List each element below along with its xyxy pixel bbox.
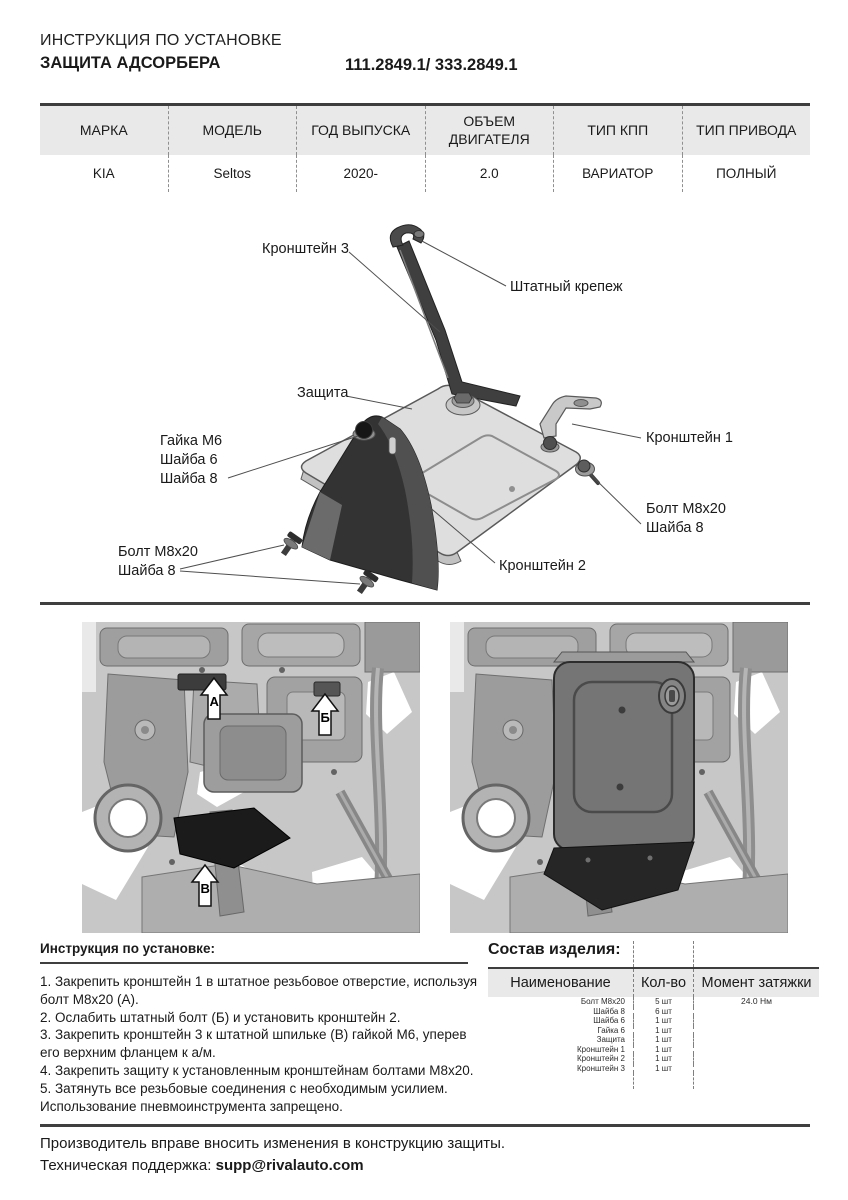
instruction-step: 4. Закрепить защиту к установленным кронштейнам болтами М8х20. xyxy=(40,1063,474,1079)
part-qty: 1 шт xyxy=(633,1045,693,1055)
support-email: supp@rivalauto.com xyxy=(215,1156,364,1174)
parts-spacer-row xyxy=(488,1073,819,1089)
value-engine: 2.0 xyxy=(426,155,555,192)
instruction-step: 5. Затянуть все резьбовые соединения с необходимым усилием. xyxy=(40,1080,448,1096)
value-brand: KIA xyxy=(40,155,169,192)
header xyxy=(40,32,282,73)
label-bolt-right: Болт М8х20 xyxy=(646,501,726,517)
photo-before-install xyxy=(82,622,420,933)
parts-col-qty: Кол-во xyxy=(633,969,693,997)
parts-row xyxy=(488,1045,819,1055)
col-drive: ТИП ПРИВОДА xyxy=(696,121,797,138)
marker-b-letter: Б xyxy=(320,710,330,725)
part-name: Шайба 8 xyxy=(593,1006,625,1016)
value-gearbox: ВАРИАТОР xyxy=(554,155,683,192)
part-torque xyxy=(693,1007,819,1017)
instruction-step: 2. Ослабить штатный болт (Б) и установить кронштейн 2. xyxy=(40,1009,401,1025)
instruction-note: Использование пневмоинструмента запрещено. xyxy=(40,1098,343,1114)
parts-col-name: Наименование xyxy=(510,975,611,991)
doc-title: ЗАЩИТА АДСОРБЕРА xyxy=(40,54,221,72)
vehicle-table-header xyxy=(40,106,810,155)
bracket1-drawing xyxy=(540,396,601,452)
instructions-heading: Инструкция по установке: xyxy=(40,941,215,956)
marker-a-letter: А xyxy=(209,694,219,709)
label-bracket3: Кронштейн 3 xyxy=(262,241,349,257)
label-washer6: Шайба 6 xyxy=(160,452,218,468)
parts-col-torque: Момент затяжки xyxy=(693,969,819,997)
adsorber-canister xyxy=(204,714,302,792)
footer-support-line xyxy=(40,1155,810,1177)
part-name: Кронштейн 3 xyxy=(577,1063,625,1073)
part-qty: 1 шт xyxy=(633,1026,693,1036)
label-protection: Защита xyxy=(297,385,349,401)
part-qty: 1 шт xyxy=(633,1054,693,1064)
part-name: Кронштейн 1 xyxy=(577,1044,625,1054)
parts-title-gap xyxy=(693,941,819,967)
part-numbers: 111.2849.1/ 333.2849.1 xyxy=(345,56,518,74)
value-drive: ПОЛНЫЙ xyxy=(716,166,777,181)
parts-row xyxy=(488,1064,819,1074)
label-washer8-left: Шайба 8 xyxy=(118,563,176,579)
label-washer8-right: Шайба 8 xyxy=(646,520,704,536)
col-year: ГОД ВЫПУСКА xyxy=(297,106,426,155)
part-name: Кронштейн 2 xyxy=(577,1054,625,1063)
part-name: Шайба 6 xyxy=(593,1016,625,1025)
parts-row xyxy=(488,1016,819,1026)
footer-disclaimer: Производитель вправе вносить изменения в конструкцию защиты. xyxy=(40,1135,506,1152)
bolt-right-drawing xyxy=(576,460,599,483)
parts-spacer-cell xyxy=(633,1073,693,1089)
label-stock-fastener: Штатный крепеж xyxy=(510,279,623,295)
parts-spacer-cell xyxy=(488,1073,633,1089)
installed-protection xyxy=(544,652,694,910)
parts-spacer-cell xyxy=(693,1073,819,1089)
label-bracket2: Кронштейн 2 xyxy=(499,558,586,574)
label-washer8: Шайба 8 xyxy=(160,471,218,487)
part-torque xyxy=(693,1016,819,1026)
vehicle-table xyxy=(40,103,810,192)
part-torque: 24.0 Нм xyxy=(693,997,819,1007)
bolt-left1-drawing xyxy=(277,531,303,559)
bracket3-drawing xyxy=(390,225,520,415)
value-year: 2020- xyxy=(297,155,426,192)
part-qty: 5 шт xyxy=(633,997,693,1007)
part-torque xyxy=(693,1064,819,1074)
parts-heading: Состав изделия: xyxy=(488,941,621,958)
marker-v-letter: В xyxy=(200,881,210,896)
divider-diagram-photos xyxy=(40,602,810,605)
part-torque xyxy=(693,1035,819,1045)
col-brand: МАРКА xyxy=(40,106,169,155)
installation-instructions xyxy=(40,941,486,1116)
parts-title-gap xyxy=(633,941,693,967)
instruction-step: 1. Закрепить кронштейн 1 в штатное резьбовое отверстие, используя болт М8х20 (А). xyxy=(40,974,478,1007)
parts-row xyxy=(488,1054,819,1064)
value-model: Seltos xyxy=(169,155,298,192)
parts-title-row xyxy=(488,941,819,967)
part-name: Гайка 6 xyxy=(597,1025,625,1035)
part-qty: 1 шт xyxy=(633,1016,693,1026)
label-bracket1: Кронштейн 1 xyxy=(646,430,733,446)
label-nut-m6: Гайка М6 xyxy=(160,433,223,449)
divider-footer xyxy=(40,1124,810,1127)
part-torque xyxy=(693,1026,819,1036)
instructions-rule xyxy=(40,962,468,964)
parts-row xyxy=(488,1007,819,1017)
parts-row xyxy=(488,1026,819,1036)
part-torque xyxy=(693,1054,819,1064)
vehicle-table-values xyxy=(40,155,810,192)
part-name: Болт М8х20 xyxy=(580,997,625,1006)
col-model: МОДЕЛЬ xyxy=(169,106,298,155)
part-torque xyxy=(693,1045,819,1055)
stock-bolt-point-b xyxy=(314,682,340,696)
parts-row xyxy=(488,997,819,1007)
col-engine: ОБЪЕМ ДВИГАТЕЛЯ xyxy=(426,106,555,155)
footer xyxy=(40,1133,810,1177)
instruction-step: 3. Закрепить кронштейн 3 к штатной шпильке (В) гайкой М6, уперев его верхним фланцем к а/м. xyxy=(40,1027,467,1061)
parts-list xyxy=(488,941,819,1089)
parts-header-row xyxy=(488,967,819,997)
part-name: Защита xyxy=(596,1035,625,1044)
support-label: Техническая поддержка: xyxy=(40,1156,216,1174)
doc-subtitle: ИНСТРУКЦИЯ ПО УСТАНОВКЕ xyxy=(40,32,282,49)
exploded-diagram xyxy=(0,195,848,605)
label-bolt-left: Болт М8х20 xyxy=(118,544,198,560)
col-gearbox: ТИП КПП xyxy=(554,106,683,155)
part-qty: 1 шт xyxy=(633,1035,693,1045)
photo-after-install xyxy=(450,622,788,933)
part-qty: 1 шт xyxy=(633,1064,693,1074)
parts-row xyxy=(488,1035,819,1045)
part-qty: 6 шт xyxy=(633,1007,693,1017)
